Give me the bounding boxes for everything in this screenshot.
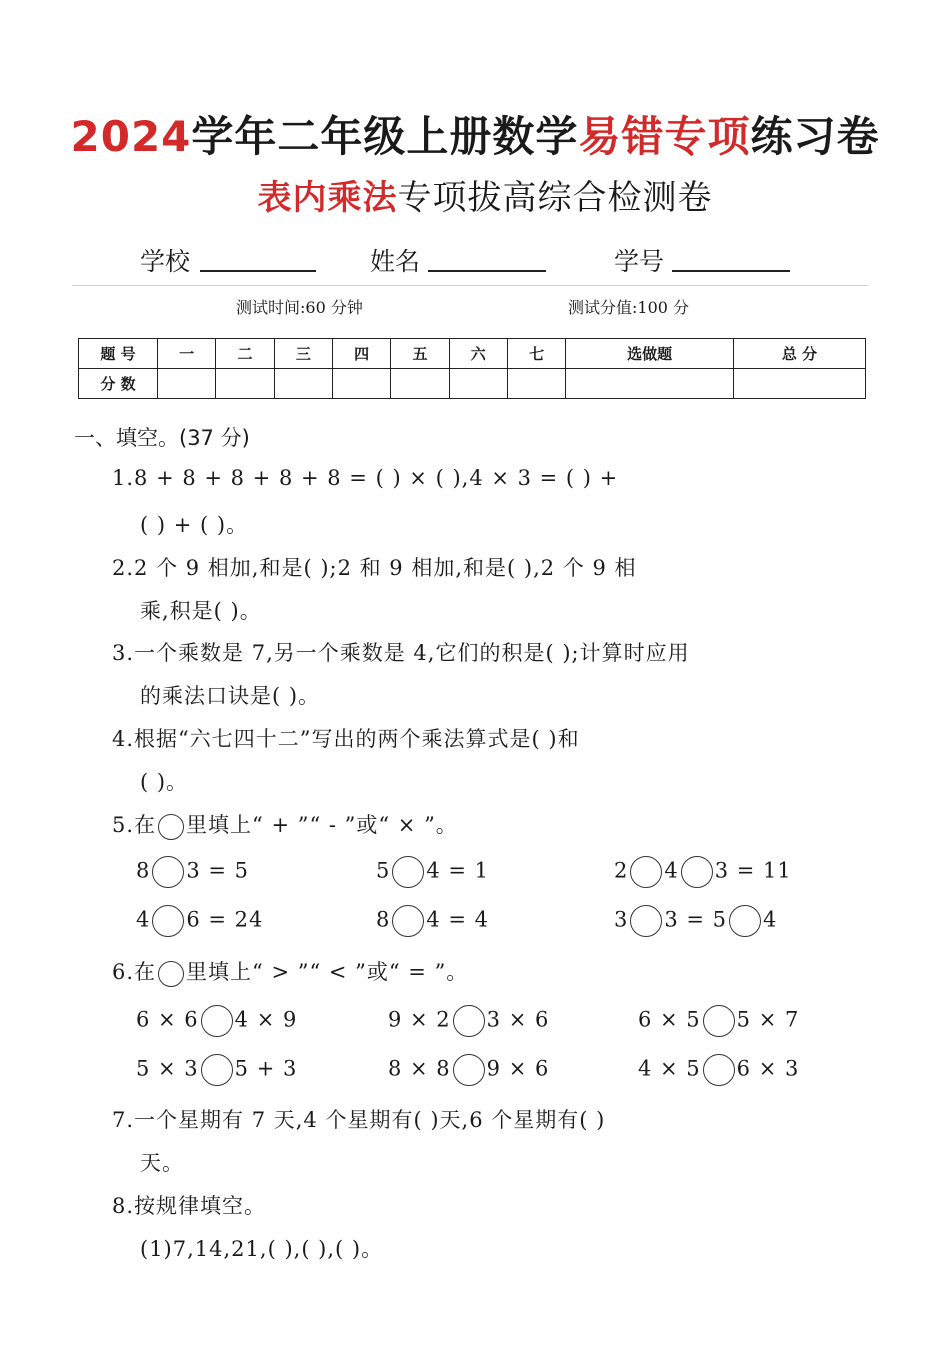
test-time: 测试时间:60 分钟: [236, 298, 363, 317]
question-1-line-1: 1.8 + 8 + 8 + 8 + 8 = ( ) × ( ),4 × 3 = ( ) +: [112, 466, 619, 490]
q6-item-right: 5 × 7: [736, 1007, 800, 1032]
name-label: 姓名: [370, 247, 421, 276]
header-cell: 选做题: [566, 339, 734, 369]
q5-item-left: 4: [136, 907, 151, 932]
q5-item-left: 5: [376, 858, 391, 883]
q6-item-left: 8 × 8: [388, 1056, 451, 1081]
q6-item-left: 5 × 3: [136, 1056, 199, 1081]
q6-post: 里填上“ > ”“ < ”或“ = ”。: [186, 960, 469, 984]
q6-item: [136, 1005, 297, 1037]
score-cell[interactable]: [332, 369, 390, 399]
score-table: [78, 338, 866, 399]
answer-circle[interactable]: [392, 905, 424, 937]
score-cell[interactable]: [507, 369, 565, 399]
q5-item-middle: 3 = 5: [664, 907, 728, 932]
q6-item: [638, 1005, 799, 1037]
q5-item: [376, 856, 489, 888]
q5-item-left: 8: [136, 858, 151, 883]
answer-circle[interactable]: [453, 1005, 485, 1037]
q6-item: [136, 1054, 297, 1086]
question-5-title: [112, 809, 458, 840]
q5-item-right: 4 = 1: [426, 858, 490, 883]
q5-item-left: 3: [614, 907, 629, 932]
q5-item-right: 6 = 24: [186, 907, 264, 932]
title-part2: 练习卷: [750, 112, 880, 161]
score-cell[interactable]: [216, 369, 274, 399]
q5-post: 里填上“ + ”“ - ”或“ × ”。: [186, 813, 458, 837]
q5-item-left: 2: [614, 858, 629, 883]
title-part1: 学年二年级上册数学: [191, 112, 579, 161]
q6-item-left: 6 × 6: [136, 1007, 199, 1032]
score-cell[interactable]: [158, 369, 216, 399]
answer-circle[interactable]: [703, 1005, 735, 1037]
score-cell[interactable]: [391, 369, 449, 399]
header-cell: 七: [507, 339, 565, 369]
question-4-line-1: 4.根据“六七四十二”写出的两个乘法算式是( )和: [112, 727, 580, 751]
score-cell[interactable]: [449, 369, 507, 399]
subtitle-highlight: 表内乘法: [257, 178, 398, 218]
header-cell: 总 分: [733, 339, 865, 369]
q5-item-middle: 4: [664, 858, 679, 883]
score-cell[interactable]: [733, 369, 865, 399]
question-8-part-1: (1)7,14,21,( ),( ),( )。: [140, 1237, 384, 1261]
q5-item: [136, 905, 263, 937]
q5-item: [614, 856, 792, 888]
q5-pre: 5.在: [112, 813, 157, 837]
q6-item-left: 9 × 2: [388, 1007, 451, 1032]
question-2-line-2: 乘,积是( )。: [140, 599, 262, 623]
header-cell: 六: [449, 339, 507, 369]
answer-circle[interactable]: [201, 1054, 233, 1086]
answer-circle[interactable]: [703, 1054, 735, 1086]
question-6-title: [112, 956, 468, 987]
question-1-line-2: ( ) + ( )。: [140, 513, 249, 537]
q5-item-right: 3 = 11: [714, 858, 792, 883]
question-7-line-2: 天。: [140, 1151, 184, 1175]
q6-item: [638, 1054, 799, 1086]
header-cell: 一: [158, 339, 216, 369]
question-7-line-1: 7.一个星期有 7 天,4 个星期有( )天,6 个星期有( ): [112, 1108, 606, 1132]
answer-circle[interactable]: [392, 856, 424, 888]
q6-item: [388, 1005, 549, 1037]
answer-circle[interactable]: [201, 1005, 233, 1037]
circle-icon: [158, 814, 184, 840]
q6-item-right: 5 + 3: [234, 1056, 298, 1081]
divider: [72, 285, 868, 286]
q5-item: [376, 905, 489, 937]
answer-circle[interactable]: [453, 1054, 485, 1086]
header-cell: 五: [391, 339, 449, 369]
question-3-line-2: 的乘法口诀是( )。: [140, 684, 321, 708]
answer-circle[interactable]: [681, 856, 713, 888]
q6-item-right: 9 × 6: [486, 1056, 550, 1081]
answer-circle[interactable]: [729, 905, 761, 937]
score-table-header-row: [79, 339, 866, 369]
subtitle: [0, 170, 950, 219]
test-score: 测试分值:100 分: [568, 298, 690, 317]
name-input-line[interactable]: [428, 270, 546, 272]
header-cell: 二: [216, 339, 274, 369]
school-label: 学校: [140, 247, 191, 276]
question-2-line-1: 2.2 个 9 相加,和是( );2 和 9 相加,和是( ),2 个 9 相: [112, 556, 637, 580]
q6-item: [388, 1054, 549, 1086]
score-cell[interactable]: [274, 369, 332, 399]
q6-item-right: 4 × 9: [234, 1007, 298, 1032]
q6-pre: 6.在: [112, 960, 157, 984]
q6-item-left: 4 × 5: [638, 1056, 701, 1081]
q6-item-right: 3 × 6: [486, 1007, 550, 1032]
school-input-line[interactable]: [200, 270, 316, 272]
number-label: 学号: [614, 247, 665, 276]
subtitle-rest: 专项拔高综合检测卷: [397, 178, 713, 218]
header-cell: 三: [274, 339, 332, 369]
score-cell[interactable]: [566, 369, 734, 399]
circle-icon: [158, 961, 184, 987]
answer-circle[interactable]: [152, 856, 184, 888]
q5-item: [136, 856, 249, 888]
q5-item-right: 4: [763, 907, 778, 932]
q5-item-right: 4 = 4: [426, 907, 490, 932]
q5-item: [614, 905, 777, 937]
score-table-score-row: [79, 369, 866, 399]
header-cell: 四: [332, 339, 390, 369]
answer-circle[interactable]: [630, 905, 662, 937]
number-input-line[interactable]: [672, 270, 790, 272]
q5-item-right: 3 = 5: [186, 858, 250, 883]
q6-item-right: 6 × 3: [736, 1056, 800, 1081]
q5-item-left: 8: [376, 907, 391, 932]
question-8-title: 8.按规律填空。: [112, 1194, 267, 1218]
answer-circle[interactable]: [152, 905, 184, 937]
row-label: 分 数: [79, 369, 158, 399]
answer-circle[interactable]: [630, 856, 662, 888]
q6-item-left: 6 × 5: [638, 1007, 701, 1032]
title-year: 2024: [70, 112, 192, 161]
question-4-line-2: ( )。: [140, 770, 189, 794]
section-1-title: 一、填空。(37 分): [74, 426, 250, 450]
question-3-line-1: 3.一个乘数是 7,另一个乘数是 4,它们的积是( );计算时应用: [112, 641, 690, 665]
header-cell: 题 号: [79, 339, 158, 369]
title-highlight: 易错专项: [578, 112, 751, 161]
main-title: [0, 104, 950, 164]
